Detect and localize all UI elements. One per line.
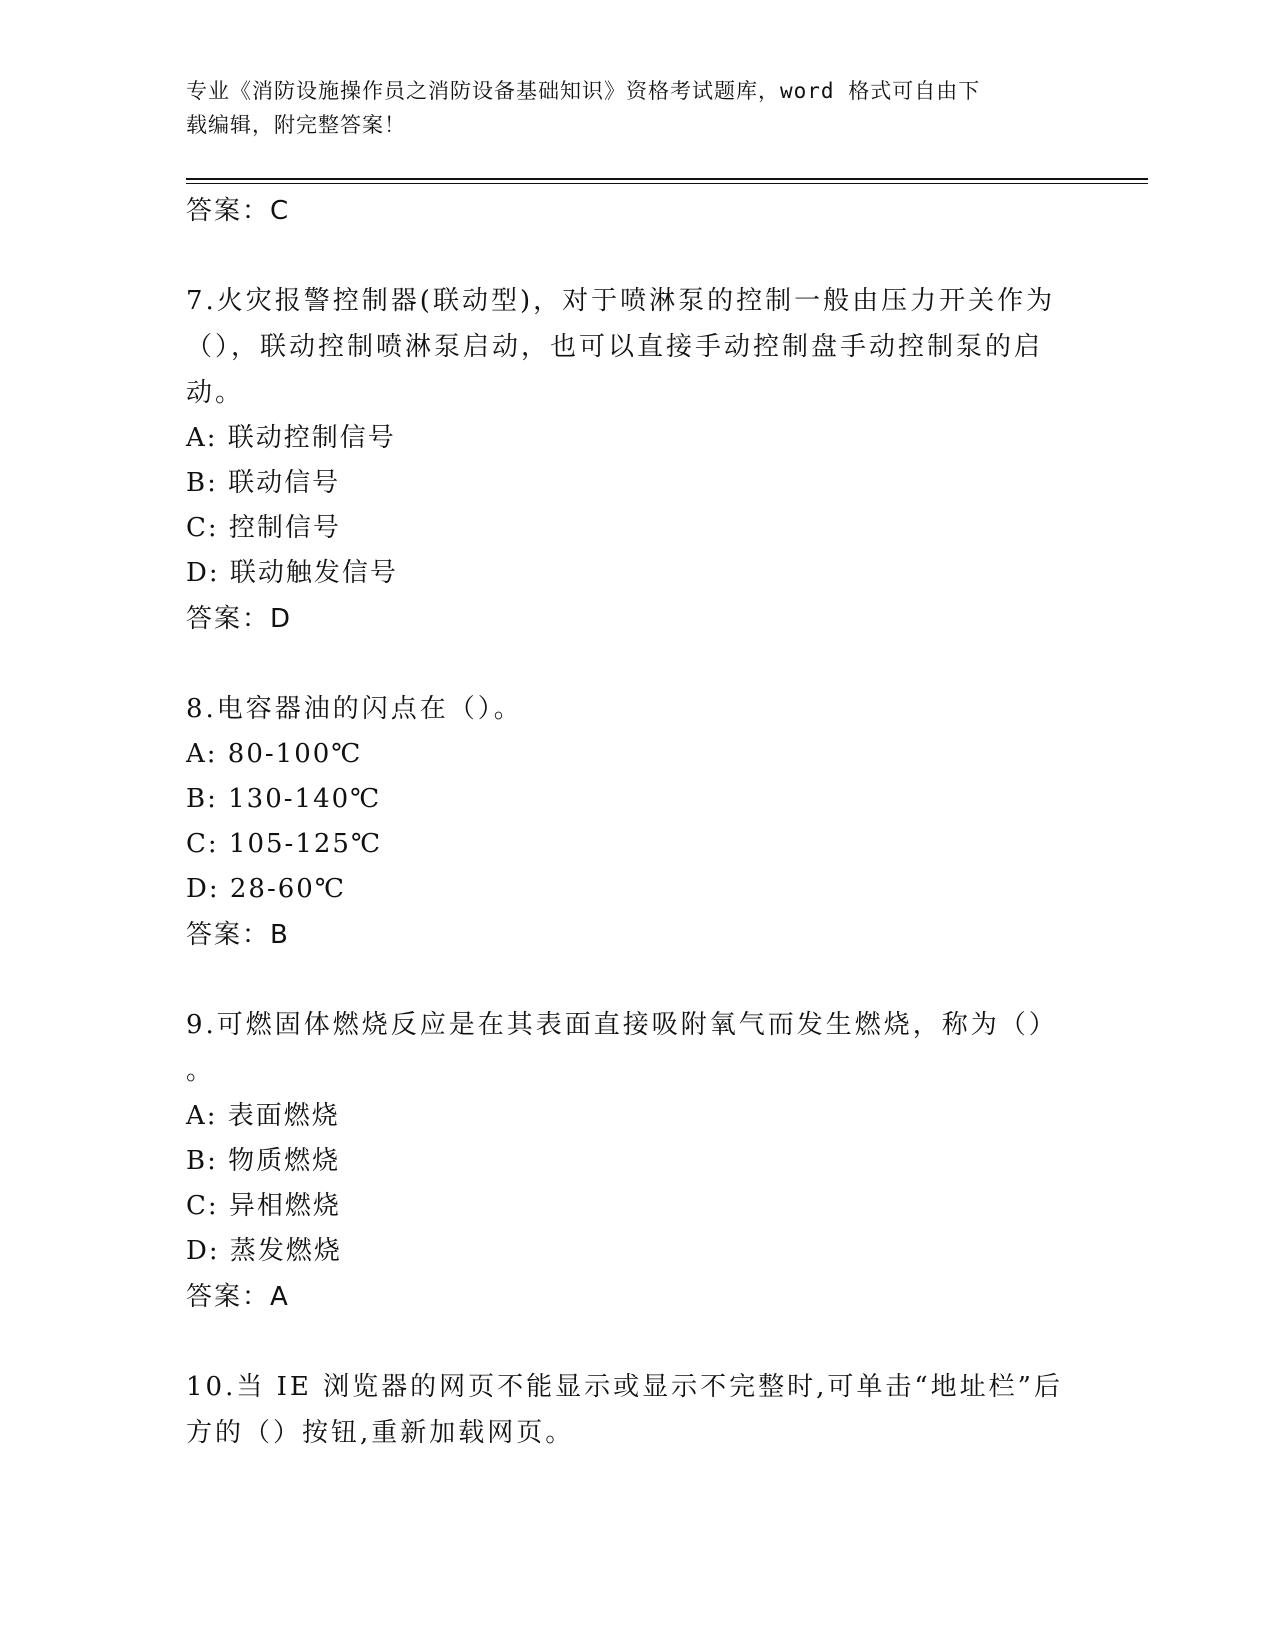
- option-c: C: 异相燃烧: [186, 1191, 341, 1221]
- answer-line: 答案：B: [186, 920, 290, 950]
- question-8: [186, 686, 1086, 958]
- header-line-1: 专业《消防设施操作员之消防设备基础知识》资格考试题库，word 格式可自由下: [186, 79, 981, 103]
- spacer: [186, 642, 1086, 686]
- question-list: [186, 188, 1086, 1456]
- answer-line: 答案：D: [186, 604, 293, 634]
- spacer: [186, 1320, 1086, 1364]
- answer-line: 答案：C: [186, 196, 291, 226]
- question-text: 10.当 IE 浏览器的网页不能显示或显示不完整时,可单击“地址栏”后: [186, 1372, 1063, 1402]
- question-9: [186, 1002, 1086, 1320]
- header-line-2: 载编辑，附完整答案！: [186, 113, 406, 137]
- answer-line: 答案：A: [186, 1282, 290, 1312]
- option-a: A: 联动控制信号: [186, 423, 396, 453]
- spacer: [186, 958, 1086, 1002]
- header-divider-thin: [186, 183, 1148, 184]
- option-d: D: 联动触发信号: [186, 558, 398, 588]
- option-c: C: 控制信号: [186, 513, 341, 543]
- option-b: B: 130-140℃: [186, 784, 382, 814]
- option-d: D: 28-60℃: [186, 874, 346, 904]
- question-7: [186, 278, 1086, 642]
- option-d: D: 蒸发燃烧: [186, 1236, 342, 1266]
- question-text: 9.可燃固体燃烧反应是在其表面直接吸附氧气而发生燃烧，称为（）: [186, 1010, 1058, 1040]
- spacer: [186, 234, 1086, 278]
- option-b: B: 物质燃烧: [186, 1146, 341, 1176]
- question-text: （），联动控制喷淋泵启动，也可以直接手动控制盘手动控制泵的启: [186, 332, 1044, 362]
- question-text: 动。: [186, 378, 245, 408]
- question-text: 7.火灾报警控制器(联动型)，对于喷淋泵的控制一般由压力开关作为: [186, 286, 1056, 316]
- option-c: C: 105-125℃: [186, 829, 383, 859]
- option-a: A: 80-100℃: [186, 739, 363, 769]
- header-divider: [186, 178, 1148, 180]
- document-header: [186, 74, 1086, 142]
- question-text: 8.电容器油的闪点在（）。: [186, 694, 523, 724]
- option-a: A: 表面燃烧: [186, 1101, 340, 1131]
- question-text: 方的（）按钮,重新加载网页。: [186, 1418, 575, 1448]
- question-10: [186, 1364, 1086, 1456]
- option-b: B: 联动信号: [186, 468, 341, 498]
- question-text: 。: [186, 1056, 216, 1086]
